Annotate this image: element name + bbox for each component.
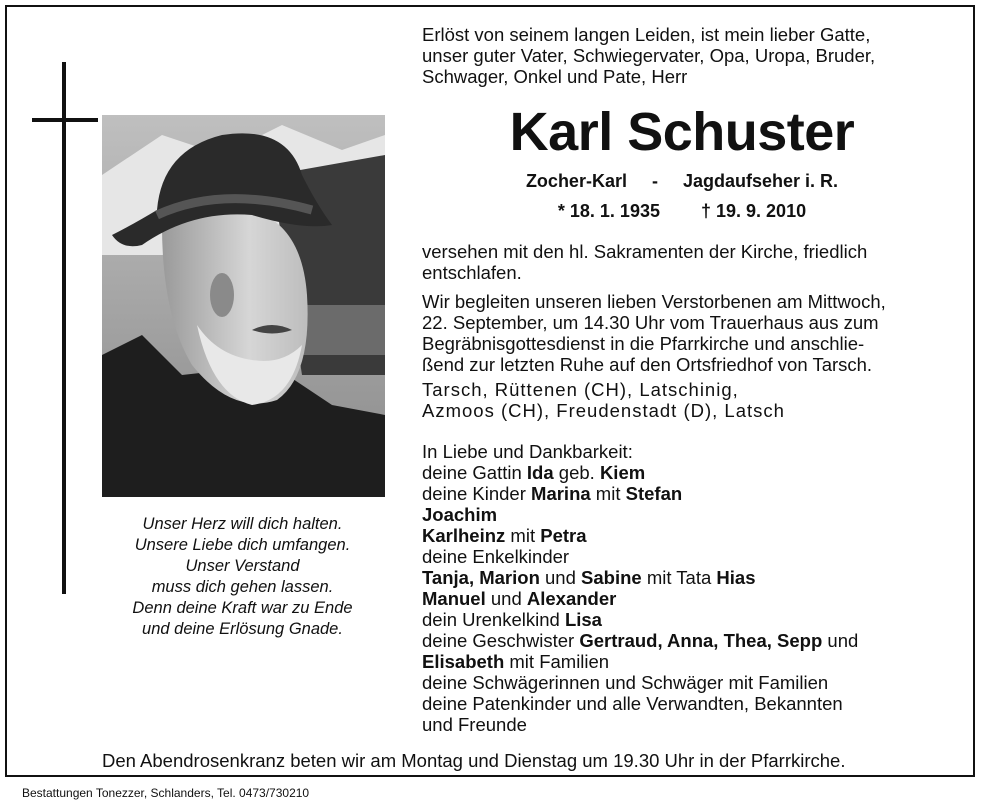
mourner-line (422, 504, 942, 525)
mourner-name: Joachim (422, 504, 498, 525)
mourner-name: Manuel (422, 588, 486, 609)
cross-icon (62, 62, 66, 594)
mourner-text: und Freunde (422, 714, 527, 735)
poem-line: Unser Verstand (185, 557, 300, 575)
mourner-text: deine Kinder (422, 483, 532, 504)
memorial-poem (100, 514, 385, 640)
poem-line: und deine Erlösung Gnade. (142, 620, 343, 638)
mourner-text: deine Gattin (422, 462, 527, 483)
mourner-text: und (822, 630, 859, 651)
mourner-text: und (485, 588, 527, 609)
places-line: Azmoos (CH), Freudenstadt (D), Latsch (422, 400, 785, 421)
funeral-line: Begräbnisgottesdienst in die Pfarrkirche und anschlie- (422, 333, 865, 354)
mourner-text: mit Tata (641, 567, 717, 588)
mourner-name: Gertraud, Anna, Thea, Sepp (579, 630, 823, 651)
portrait-photo (102, 115, 385, 497)
funeral-line: ßend zur letzten Ruhe auf den Ortsfriedhof von Tarsch. (422, 354, 873, 375)
places-line: Tarsch, Rüttenen (CH), Latschinig, (422, 379, 739, 400)
funeral-line: Wir begleiten unseren lieben Verstorbenen am Mittwoch, (422, 291, 886, 312)
poem-line: Unsere Liebe dich umfangen. (134, 536, 351, 554)
announcement-intro (422, 24, 942, 87)
funeral-text (422, 291, 942, 375)
intro-line: Schwager, Onkel und Pate, Herr (422, 66, 688, 87)
mourner-text: deine Enkelkinder (422, 546, 570, 567)
nickname: Zocher-Karl (525, 171, 627, 191)
mourner-text: mit (505, 525, 541, 546)
cross-icon-bar (32, 118, 98, 122)
occupation: Jagdaufseher i. R. (683, 171, 839, 191)
mourner-name: Hias (716, 567, 756, 588)
sacraments-text (422, 241, 942, 283)
mourners-list (422, 441, 942, 735)
death-date: † 19. 9. 2010 (701, 201, 807, 221)
mourner-line (422, 462, 942, 483)
mourner-text: mit (590, 483, 626, 504)
mourner-line (422, 672, 942, 693)
rosary-notice: Den Abendrosenkranz beten wir am Montag und Dienstag um 19.30 Uhr in der Pfarrkirche. (102, 750, 846, 771)
mourner-name: Sabine (581, 567, 642, 588)
deceased-name: Karl Schuster (509, 102, 855, 162)
intro-line: unser guter Vater, Schwiegervater, Opa, Uropa, Bruder, (422, 45, 876, 66)
mourner-name: Stefan (625, 483, 683, 504)
intro-line: Erlöst von seinem langen Leiden, ist mein lieber Gatte, (422, 24, 871, 45)
mourner-text: In Liebe und Dankbarkeit: (422, 441, 633, 462)
mourner-text: deine Geschwister (422, 630, 580, 651)
undertaker-credit: Bestattungen Tonezzer, Schlanders, Tel. 0473/730210 (22, 786, 310, 800)
mourner-line (422, 714, 942, 735)
mourner-name: Ida (526, 462, 554, 483)
mourner-text: geb. (553, 462, 600, 483)
mourner-name: Petra (540, 525, 587, 546)
mourner-line (422, 693, 942, 714)
poem-line: Unser Herz will dich halten. (142, 515, 343, 533)
mourner-text: deine Schwägerinnen und Schwäger mit Familien (422, 672, 829, 693)
mourner-line (422, 546, 942, 567)
sacraments-line: versehen mit den hl. Sakramenten der Kirche, friedlich (422, 241, 868, 262)
mourner-line (422, 483, 942, 504)
mourner-name: Kiem (599, 462, 646, 483)
mourner-line (422, 651, 942, 672)
mourner-name: Alexander (526, 588, 617, 609)
life-dates (422, 200, 942, 222)
mourner-line (422, 630, 942, 651)
places-list (422, 379, 942, 421)
mourner-line (422, 567, 942, 588)
mourner-line (422, 609, 942, 630)
mourner-name: Tanja, Marion (422, 567, 540, 588)
separator: - (651, 171, 658, 191)
birth-date: * 18. 1. 1935 (557, 201, 660, 221)
poem-line: muss dich gehen lassen. (151, 578, 334, 596)
mourner-name: Elisabeth (422, 651, 505, 672)
mourner-name: Marina (531, 483, 591, 504)
mourner-text: dein Urenkelkind (422, 609, 565, 630)
mourner-line (422, 525, 942, 546)
portrait-photo-icon (102, 115, 385, 497)
nickname-occupation (422, 170, 942, 192)
poem-line: Denn deine Kraft war zu Ende (132, 599, 353, 617)
funeral-line: 22. September, um 14.30 Uhr vom Trauerhaus aus zum (422, 312, 879, 333)
mourner-text: mit Familien (504, 651, 610, 672)
mourner-text: und (539, 567, 582, 588)
mourner-name: Karlheinz (422, 525, 506, 546)
mourner-text: deine Patenkinder und alle Verwandten, Bekannten (422, 693, 843, 714)
mourner-line (422, 441, 942, 462)
sacraments-line: entschlafen. (422, 262, 522, 283)
mourner-line (422, 588, 942, 609)
mourner-name: Lisa (564, 609, 602, 630)
